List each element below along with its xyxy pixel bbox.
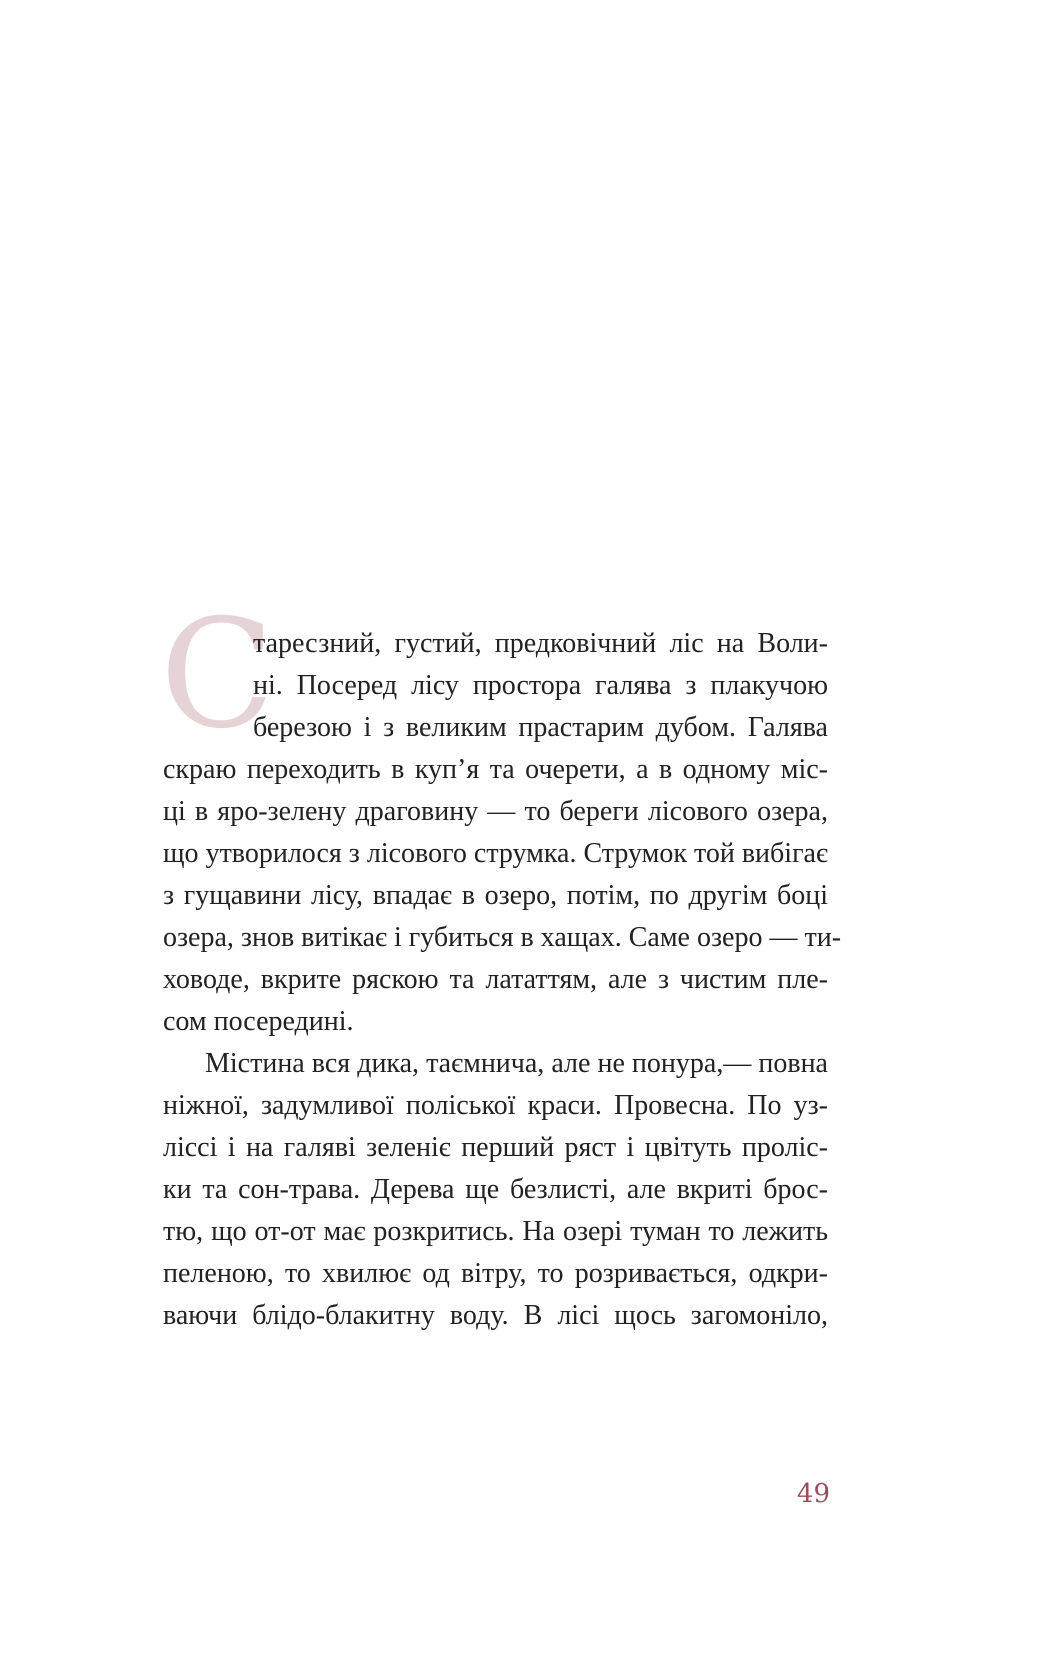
page-number: 49 [796, 1479, 830, 1509]
text-line: ці в яро-зелену драговину — то береги лісового озера, [163, 796, 828, 827]
text-line: Містина вся дика, таємнича, але не понура,— повна [205, 1048, 828, 1079]
text-line: пеленою, то хвилює од вітру, то розривається, одкри- [163, 1258, 828, 1289]
text-line: березою і з великим прастарим дубом. Галява [253, 712, 828, 743]
text-line: скраю переходить в куп’я та очерети, а в одному міс- [163, 754, 828, 785]
text-line: сом посередині. [163, 1006, 354, 1037]
text-line: ніжної, задумливої поліської краси. Провесна. По уз- [163, 1090, 828, 1121]
text-line: тю, що от-от має розкритись. На озері туман то лежить [163, 1216, 828, 1247]
text-line: ні. Посеред лісу простора галява з плакучою [253, 670, 828, 701]
text-line: що утворилося з лісового струмка. Струмок той вибігає [163, 838, 828, 869]
text-line: ваючи блідо-блакитну воду. В лісі щось загомоніло, [163, 1300, 828, 1331]
drop-cap: С [160, 588, 275, 762]
text-line: з гущавини лісу, впадає в озеро, потім, по другім боці [163, 880, 828, 911]
text-line: таресзний, густий, предковічний ліс на Воли- [253, 628, 828, 659]
text-line: ліссі і на галяві зеленіє перший ряст і цвітуть проліс- [163, 1132, 828, 1163]
text-line: озера, знов витікає і губиться в хащах. Саме озеро — ти- [163, 922, 842, 953]
text-line: ховоде, вкрите ряскою та лататтям, але з чистим пле- [163, 964, 828, 995]
text-line: ки та сон-трава. Дерева ще безлисті, але вкриті брос- [163, 1174, 828, 1205]
